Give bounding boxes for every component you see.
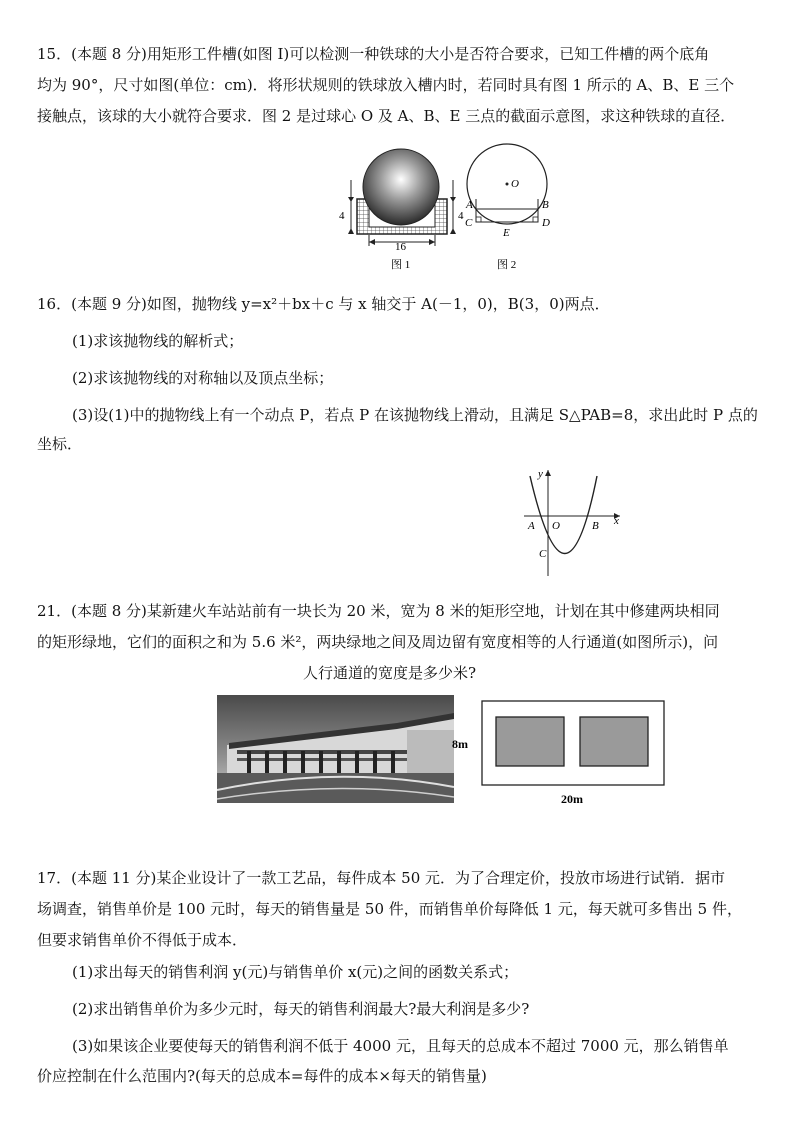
problem-17-part-2: (2)求出销售单价为多少元时，每天的销售利润最大?最大利润是多少? <box>72 1000 530 1018</box>
figure-ball-groove <box>335 142 565 274</box>
dim-left-label: 4 <box>339 210 345 222</box>
label-C: C <box>465 217 473 229</box>
dim-right-label: 4 <box>458 210 464 222</box>
field-diagram <box>450 697 670 809</box>
problem-17-part-3-cont: 价应控制在什么范围内?(每天的总成本=每件的成本×每天的销售量) <box>37 1067 487 1085</box>
problem-15-line-2: 均为 90°，尺寸如图(单位：cm)．将形状规则的铁球放入槽内时，若同时具有图 1 所示的 A、B、E 三个 <box>37 76 735 94</box>
y-axis-label: y <box>538 468 543 480</box>
origin-label: O <box>552 520 560 532</box>
label-O: O <box>511 178 519 190</box>
green-plot-left <box>496 717 564 766</box>
parabola-graph <box>520 466 625 581</box>
figure-1-caption: 图 1 <box>391 259 411 271</box>
station-photo <box>217 695 454 803</box>
problem-17-part-3: (3)如果该企业要使每天的销售利润不低于 4000 元，且每天的总成本不超过 7000 元，那么销售单 <box>72 1037 729 1055</box>
width-label: 20m <box>561 792 583 806</box>
problem-15-line-3: 接触点，该球的大小就符合要求．图 2 是过球心 O 及 A、B、E 三点的截面示意图，求这种铁球的直径． <box>37 107 736 125</box>
point-C-label: C <box>539 548 547 560</box>
problem-21-line-2: 的矩形绿地，它们的面积之和为 5.6 米²，两块绿地之间及周边留有宽度相等的人行通道(如图所示)，问 <box>37 633 719 651</box>
iron-ball <box>363 149 439 225</box>
dim-bottom-label: 16 <box>395 241 406 253</box>
problem-15-line-1: 15．(本题 8 分)用矩形工件槽(如图 I)可以检测一种铁球的大小是否符合要求，已知工件槽的两个底角 <box>37 45 710 63</box>
problem-21-line-3: 人行通道的宽度是多少米? <box>303 664 477 682</box>
label-B: B <box>542 199 549 211</box>
parabola-curve <box>530 476 597 554</box>
problem-16-part-3-cont: 坐标． <box>37 435 83 453</box>
point-B-label: B <box>592 520 599 532</box>
height-label: 8m <box>452 737 468 751</box>
problem-17-line-1: 17．(本题 11 分)某企业设计了一款工艺品，每件成本 50 元．为了合理定价，投放市场进行试销．据市 <box>37 869 726 887</box>
problem-21-line-1: 21．(本题 8 分)某新建火车站站前有一块长为 20 米，宽为 8 米的矩形空地，计划在其中修建两块相同 <box>37 602 720 620</box>
point-A-label: A <box>528 520 535 532</box>
x-axis-label: x <box>614 515 619 527</box>
problem-16-part-2: (2)求该抛物线的对称轴以及顶点坐标； <box>72 369 334 387</box>
problem-16-part-3: (3)设(1)中的抛物线上有一个动点 P，若点 P 在该抛物线上滑动，且满足 S△PAB=8，求出此时 P 点的 <box>72 406 758 424</box>
figure-2-caption: 图 2 <box>497 259 517 271</box>
problem-16-line-1: 16．(本题 9 分)如图，抛物线 y=x²＋bx＋c 与 x 轴交于 A(－1，0)，B(3，0)两点． <box>37 295 610 313</box>
problem-16-part-1: (1)求该抛物线的解析式； <box>72 332 244 350</box>
figure-2 <box>465 144 550 271</box>
label-E: E <box>503 227 510 239</box>
problem-17-part-1: (1)求出每天的销售利润 y(元)与销售单价 x(元)之间的函数关系式； <box>72 963 519 981</box>
problem-17-line-3: 但要求销售单价不得低于成本． <box>37 931 248 949</box>
problem-17-line-2: 场调查，销售单价是 100 元时，每天的销售量是 50 件，而销售单价每降低 1 元，每天就可多售出 5 件， <box>37 900 742 918</box>
label-D: D <box>542 217 550 229</box>
label-A: A <box>466 199 473 211</box>
green-plot-right <box>580 717 648 766</box>
